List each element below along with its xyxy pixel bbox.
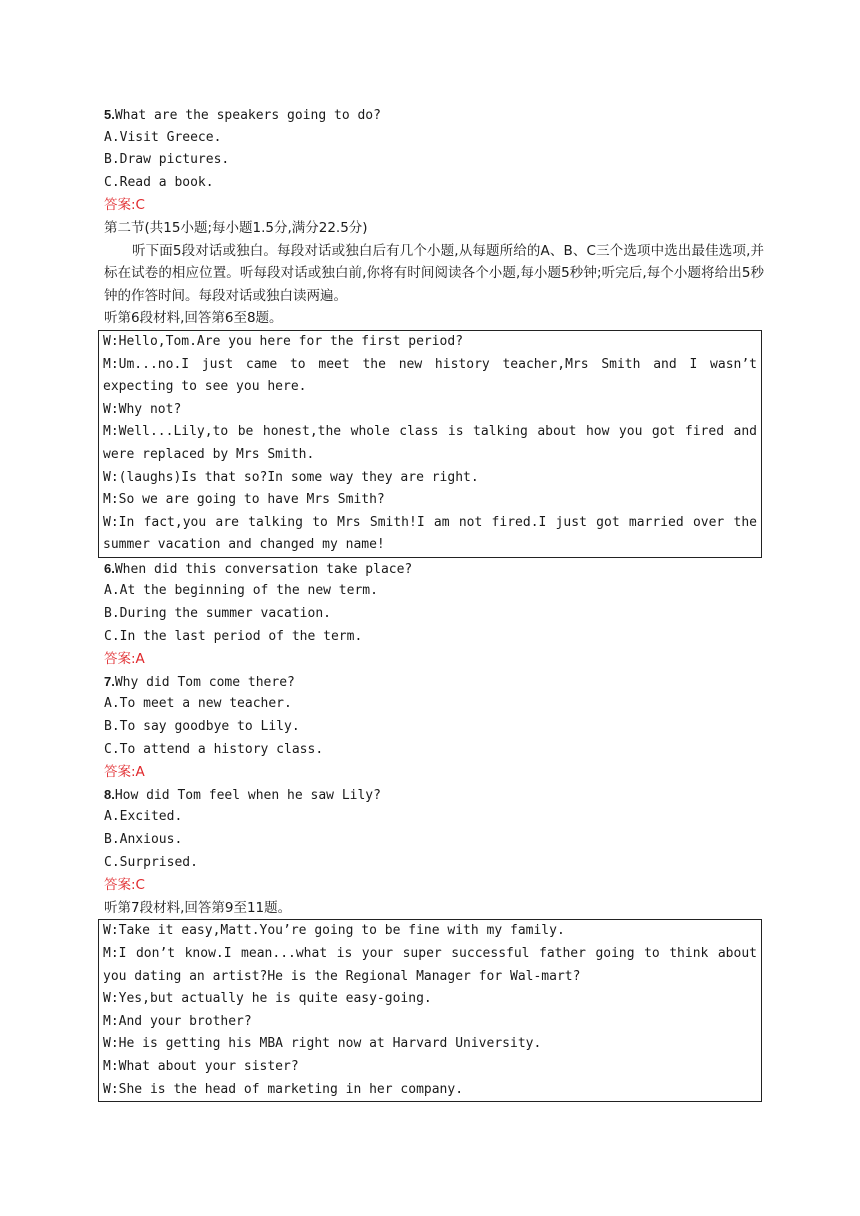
question-stem: How did Tom feel when he saw Lily? (114, 787, 381, 803)
question-number: 7. (104, 673, 115, 689)
question-number: 5. (104, 107, 115, 122)
document-page (104, 104, 764, 1102)
transcript-box (98, 919, 762, 1102)
transcript-line: W:Why not? (103, 401, 182, 417)
transcript-line: M:So we are going to have Mrs Smith? (103, 492, 385, 508)
transcript-line: M:What about your sister? (103, 1058, 299, 1074)
option-c: C.Read a book. (104, 174, 214, 190)
option-c: C.Surprised. (104, 854, 198, 870)
option-a: A.To meet a new teacher. (104, 696, 292, 712)
option-b: B.To say goodbye to Lily. (104, 719, 300, 735)
option-b: B.Draw pictures. (104, 152, 230, 168)
material-heading: 听第6段材料,回答第6至8题。 (104, 310, 283, 327)
option-b: B.Anxious. (104, 832, 183, 847)
answer-label: 答案:C (104, 197, 145, 214)
option-c: C.To attend a history class. (104, 741, 324, 757)
answer-label: 答案:A (104, 764, 145, 781)
transcript-line: M:Well...Lily,to be honest,the whole class is talking about how you got fired and were replaced by Mrs Smith. (103, 424, 757, 462)
transcript-line: W:In fact,you are talking to Mrs Smith!I am not fired.I just got married over the summer vacation and changed my name! (103, 514, 757, 553)
question-number: 6. (104, 560, 115, 576)
question-stem: What are the speakers going to do? (114, 108, 381, 123)
section-instructions: 听下面5段对话或独白。每段对话或独白后有几个小题,从每题所给的A、B、C三个选项中选出最佳选项,并标在试卷的相应位置。听每段对话或独白前,你将有时间阅读各个小题,每小题5秒钟;听完后,每个小题将给出5秒钟的作答时间。每段对话或独白读两遍。 (104, 242, 764, 304)
answer-label: 答案:C (104, 877, 145, 894)
question-6 (104, 558, 764, 581)
question-stem: Why did Tom come there? (114, 674, 295, 690)
transcript-line: W:Yes,but actually he is quite easy-going. (103, 991, 432, 1007)
option-a: A.Excited. (104, 809, 183, 825)
transcript-line: M:I don’t know.I mean...what is your super successful father going to think about you dating an artist?He is the Regional Manager for Wal-mart? (103, 945, 757, 984)
transcript-line: M:And your brother? (103, 1013, 252, 1029)
section-title: 第二节(共15小题;每小题1.5分,满分22.5分) (104, 219, 368, 236)
transcript-line: W:Hello,Tom.Are you here for the first period? (103, 333, 464, 349)
transcript-line: W:Take it easy,Matt.You’re going to be fine with my family. (103, 923, 565, 939)
option-a: A.Visit Greece. (104, 129, 222, 145)
answer-label: 答案:A (104, 651, 145, 668)
question-stem: When did this conversation take place? (114, 561, 413, 577)
transcript-line: W:He is getting his MBA right now at Harvard University. (103, 1036, 542, 1052)
option-a: A.At the beginning of the new term. (104, 583, 378, 599)
question-number: 8. (104, 786, 115, 802)
option-c: C.In the last period of the term. (104, 628, 363, 644)
option-b: B.During the summer vacation. (104, 606, 331, 622)
transcript-line: W:(laughs)Is that so?In some way they are right. (103, 469, 479, 485)
transcript-box (98, 330, 762, 558)
question-5 (104, 104, 764, 127)
question-7 (104, 671, 764, 694)
transcript-line: W:She is the head of marketing in her company. (103, 1081, 464, 1097)
question-8 (104, 784, 764, 807)
transcript-line: M:Um...no.I just came to meet the new history teacher,Mrs Smith and I wasn’t expecting to see you here. (103, 356, 757, 395)
material-heading: 听第7段材料,回答第9至11题。 (104, 899, 292, 916)
